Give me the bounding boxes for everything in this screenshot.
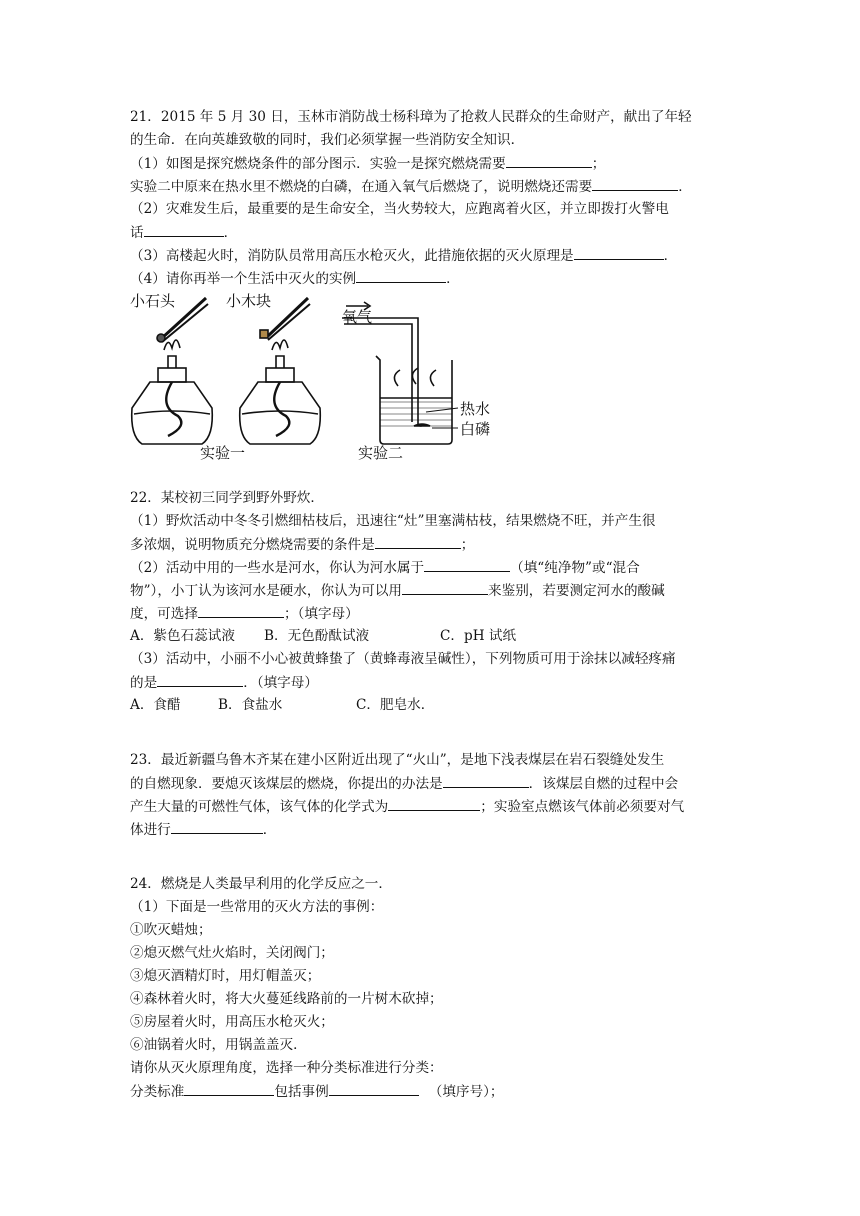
text: ．该煤层自燃的过程中会 <box>528 776 679 792</box>
text: ； <box>591 156 606 172</box>
q22-part2-line2 <box>130 580 665 601</box>
q24-example-2: ②熄灭燃气灶火焰时，关闭阀门； <box>130 945 334 961</box>
q22-options-1 <box>130 626 516 646</box>
answer-blank[interactable] <box>329 1081 419 1096</box>
answer-blank[interactable] <box>402 580 488 595</box>
small-stone <box>157 334 165 342</box>
text: ． <box>663 248 678 264</box>
q24-example-6: ⑥油锅着火时，用锅盖盖灭． <box>130 1037 307 1053</box>
q24-example-5: ⑤房屋着火时，用高压水枪灭火； <box>130 1014 334 1030</box>
q22-options-2 <box>130 695 434 715</box>
q23-line4 <box>130 819 276 840</box>
text: 话 <box>130 225 144 241</box>
option-c: C．pH 试纸 <box>440 628 517 644</box>
q24-part1: （1）下面是一些常用的灭火方法的事例： <box>130 899 384 915</box>
q23-line1: 23．最近新疆乌鲁木齐某在建小区附近出现了“火山”，是地下浅表煤层在岩石裂缝处发生 <box>130 752 665 768</box>
q21-part2-line2 <box>130 222 237 243</box>
text: ； <box>460 537 475 553</box>
label-wood: 小木块 <box>226 292 272 310</box>
white-phosphorus-drop <box>414 424 430 426</box>
option-b: B．食盐水 <box>218 697 283 713</box>
text: （2）活动中用的一些水是河水，你认为河水属于 <box>130 560 425 576</box>
answer-blank[interactable] <box>184 1081 274 1096</box>
answer-blank[interactable] <box>574 245 664 260</box>
text: （填“纯净物”或“混合 <box>510 560 640 576</box>
experiment-figure <box>128 290 491 466</box>
text: （4）请你再举一个生活中灭火的实例 <box>130 271 357 287</box>
label-exp2: 实验二 <box>358 444 404 462</box>
answer-blank[interactable] <box>506 153 592 168</box>
text: （填序号）； <box>428 1084 504 1100</box>
alcohol-lamp-2 <box>240 340 321 444</box>
q22-part1-line1: （1）野炊活动中冬冬引燃细枯枝后，迅速往“灶”里塞满枯枝，结果燃烧不旺，并产生很 <box>130 513 656 529</box>
text: （3）高楼起火时，消防队员常用高压水枪灭火，此措施依据的灭火原理是 <box>130 248 574 264</box>
q22-part2-line3 <box>130 603 359 624</box>
answer-blank[interactable] <box>375 534 461 549</box>
q24-instruction: 请你从灭火原理角度，选择一种分类标准进行分类： <box>130 1060 443 1076</box>
text: 包括事例 <box>274 1084 329 1100</box>
option-a: A．紫色石蕊试液 <box>130 628 235 644</box>
q21-part3 <box>130 245 677 266</box>
text: ． <box>446 271 460 287</box>
option-a: A．食醋 <box>130 697 181 713</box>
text: 产生大量的可燃性气体，该气体的化学式为 <box>130 799 389 815</box>
text: 分类标准 <box>130 1084 185 1100</box>
q24-example-4: ④森林着火时，将大火蔓延线路前的一片树木砍掉； <box>130 991 443 1007</box>
answer-blank[interactable] <box>198 603 284 618</box>
text: ． <box>678 179 692 195</box>
experiment-drawing <box>128 290 491 466</box>
q22-part3-line1: （3）活动中，小丽不小心被黄蜂蛰了（黄蜂毒液呈碱性），下列物质可用于涂抹以减轻疼痛 <box>130 651 676 667</box>
label-oxygen: 氧气 <box>342 308 373 326</box>
answer-blank[interactable] <box>388 796 480 811</box>
q23-line2 <box>130 773 678 794</box>
label-white-phosphorus: 白磷 <box>460 420 491 438</box>
label-stone: 小石头 <box>130 292 176 310</box>
text: ．（填字母） <box>243 675 318 691</box>
q24-example-3: ③熄灭酒精灯时，用灯帽盖灭； <box>130 968 321 984</box>
text: （1）如图是探究燃烧条件的部分图示．实验一是探究燃烧需要 <box>130 156 506 172</box>
q22-line1: 22．某校初三同学到野外野炊． <box>130 490 325 506</box>
text: ． <box>262 822 277 838</box>
q24-example-1: ①吹灭蜡烛； <box>130 922 212 938</box>
text: 体进行 <box>130 822 171 838</box>
text: 实验二中原来在热水里不燃烧的白磷，在通入氧气后燃烧了，说明燃烧还需要 <box>130 179 593 195</box>
beaker <box>376 356 452 444</box>
text: 来鉴别，若要测定河水的酸碱 <box>488 583 665 599</box>
answer-blank[interactable] <box>443 773 529 788</box>
answer-blank[interactable] <box>592 176 678 191</box>
q21-part2-line1: （2）灾难发生后，最重要的是生命安全，当火势较大，应跑离着火区，并立即拨打火警电 <box>130 201 669 217</box>
label-hot-water: 热水 <box>460 400 491 418</box>
tweezers-2 <box>268 298 310 340</box>
text: 物”），小丁认为该河水是硬水，你认为可以用 <box>130 583 403 599</box>
q24-classification <box>130 1081 504 1102</box>
alcohol-lamp-1 <box>132 340 213 444</box>
option-b: B．无色酚酞试液 <box>264 628 370 644</box>
text: ；（填字母） <box>283 606 359 622</box>
q21-part1-line2 <box>130 176 692 197</box>
q21-line2: 的生命．在向英雄致敬的同时，我们必须掌握一些消防安全知识． <box>130 132 525 148</box>
option-c: C．肥皂水． <box>356 697 435 713</box>
answer-blank[interactable] <box>356 268 446 283</box>
label-exp1: 实验一 <box>200 444 246 462</box>
q24-line1: 24．燃烧是人类最早利用的化学反应之一． <box>130 876 392 892</box>
q22-part3-line2 <box>130 672 318 693</box>
q21-line1: 21．2015 年 5 月 30 日，玉林市消防战士杨科璋为了抢救人民群众的生命财产，献出了年轻 <box>130 109 692 125</box>
answer-blank[interactable] <box>424 557 510 572</box>
small-wood <box>260 330 268 338</box>
text: 度，可选择 <box>130 606 198 622</box>
answer-blank[interactable] <box>171 819 263 834</box>
q22-part2-line1 <box>130 557 640 578</box>
answer-blank[interactable] <box>157 672 243 687</box>
q22-part1-line2 <box>130 534 474 555</box>
text: 的自燃现象．要熄灭该煤层的燃烧，你提出的办法是 <box>130 776 443 792</box>
text: ． <box>223 225 238 241</box>
q23-line3 <box>130 796 684 817</box>
text: 多浓烟，说明物质充分燃烧需要的条件是 <box>130 537 375 553</box>
answer-blank[interactable] <box>144 222 224 237</box>
q21-part4 <box>130 268 460 289</box>
q21-part1-line1 <box>130 153 605 174</box>
text: ；实验室点燃该气体前必须要对气 <box>480 799 685 815</box>
text: 的是 <box>130 675 158 691</box>
